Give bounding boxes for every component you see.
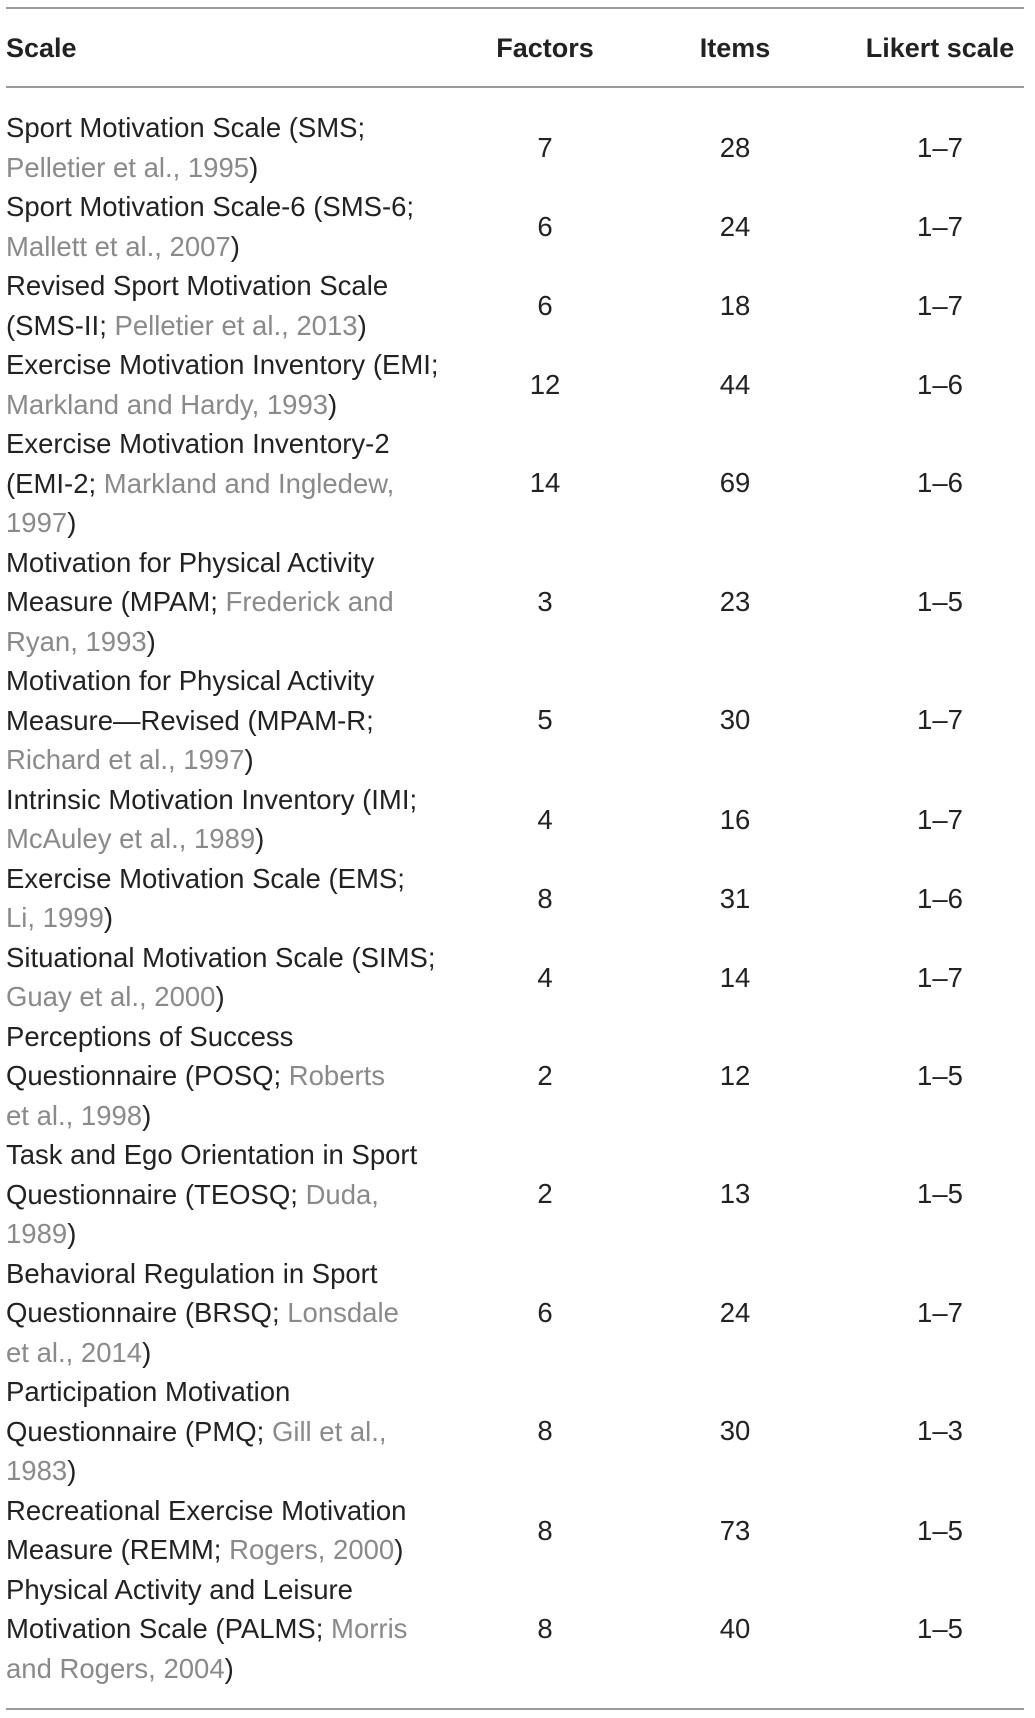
likert-value: 1–6 (917, 369, 963, 400)
factors-value: 8 (537, 882, 553, 914)
table-row (0, 661, 1035, 780)
factors-value: 14 (529, 467, 561, 498)
scale-name (6, 1372, 446, 1491)
citation-text: Lonsdale (287, 1297, 399, 1328)
scale-name-line (6, 1412, 446, 1452)
items-value: 73 (719, 1514, 751, 1546)
scale-name-line (6, 424, 446, 464)
citation-text: 1997 (6, 507, 68, 538)
table-row (0, 345, 1035, 424)
table-row (0, 266, 1035, 345)
citation-text: Pelletier et al., 2013 (114, 309, 358, 341)
scale-text: ) (67, 1455, 77, 1486)
header-items: Items (699, 33, 771, 63)
scale-text: Behavioral Regulation in Sport (6, 1257, 378, 1289)
scale-name-line (6, 1254, 446, 1294)
scale-name-line (6, 148, 446, 188)
items-value: 30 (719, 1415, 751, 1446)
scale-text: Participation Motivation (6, 1376, 291, 1407)
scale-text: Intrinsic Motivation Inventory (IMI; (6, 783, 418, 815)
scale-name-line (6, 780, 446, 820)
header-likert: Likert scale (865, 33, 1015, 63)
scale-name-line (6, 1649, 446, 1689)
table-row (0, 938, 1035, 1017)
scale-text: Exercise Motivation Inventory (EMI; (6, 349, 439, 380)
scale-name (6, 187, 446, 266)
scale-text: Exercise Motivation Scale (EMS; (6, 862, 405, 894)
likert-value: 1–7 (917, 132, 963, 163)
scale-text: Questionnaire (BRSQ; (6, 1297, 288, 1328)
scale-name-line (6, 187, 446, 227)
scale-name (6, 1491, 446, 1570)
likert-value: 1–7 (917, 704, 963, 735)
scale-name-line (6, 661, 446, 701)
likert-value: 1–5 (917, 585, 963, 617)
scale-name-line (6, 1372, 446, 1412)
likert-value: 1–3 (917, 1415, 963, 1446)
citation-text: Pelletier et al., 1995 (6, 151, 250, 183)
citation-text: 1983 (6, 1455, 68, 1486)
header-scale: Scale (6, 33, 77, 63)
scale-name-line (6, 622, 446, 662)
scale-text: (EMI-2; (6, 467, 104, 499)
scale-text: Motivation Scale (PALMS; (6, 1613, 332, 1644)
scale-text: ) (230, 230, 240, 262)
likert-value: 1–7 (917, 1296, 963, 1328)
scale-text: Sport Motivation Scale (SMS; (6, 112, 366, 143)
scale-text: ) (328, 388, 338, 420)
citation-text: Gill et al., (271, 1415, 387, 1447)
citation-text: Markland and Hardy, 1993 (6, 388, 329, 420)
scale-name (6, 938, 446, 1017)
citation-text: Li, 1999 (6, 902, 104, 933)
scale-name-line (6, 859, 446, 899)
factors-value: 5 (537, 704, 553, 735)
likert-value: 1–7 (917, 211, 963, 242)
items-value: 14 (719, 961, 751, 993)
factors-value: 2 (537, 1059, 553, 1091)
scale-text: ) (357, 309, 367, 341)
bottom-rule (6, 1708, 1024, 1710)
scale-name-line (6, 1214, 446, 1254)
scale-text: ) (67, 1218, 77, 1249)
citation-text: et al., 1998 (6, 1099, 143, 1131)
items-value: 24 (719, 1296, 751, 1328)
scale-text: ) (67, 507, 77, 538)
citation-text: Rogers, 2000 (229, 1534, 395, 1565)
factors-value: 6 (537, 211, 553, 242)
scale-text: Questionnaire (TEOSQ; (6, 1178, 306, 1210)
scale-name-line (6, 1530, 446, 1570)
scale-name (6, 661, 446, 780)
citation-text: et al., 2014 (6, 1336, 143, 1368)
scale-name (6, 1017, 446, 1136)
citation-text: and Rogers, 2004 (6, 1652, 225, 1684)
scale-name-line (6, 582, 446, 622)
items-value: 40 (719, 1612, 751, 1644)
citation-text: 1989 (6, 1218, 68, 1249)
items-value: 13 (719, 1178, 751, 1209)
table-row (0, 1372, 1035, 1491)
items-value: 69 (719, 467, 751, 498)
citation-text: Roberts (288, 1060, 386, 1091)
likert-value: 1–5 (917, 1178, 963, 1209)
scale-name-line (6, 938, 446, 978)
scale-text: ) (394, 1534, 404, 1565)
items-value: 16 (719, 803, 751, 835)
scale-name-line (6, 1333, 446, 1373)
table-row (0, 1254, 1035, 1373)
items-value: 23 (719, 585, 751, 617)
scale-name-line (6, 977, 446, 1017)
scale-text: ) (103, 902, 114, 933)
scale-text: Recreational Exercise Motivation (6, 1494, 407, 1526)
scale-text: ) (146, 625, 156, 657)
scale-name-line (6, 1293, 446, 1333)
items-value: 18 (719, 290, 751, 321)
likert-value: 1–6 (917, 882, 963, 914)
likert-value: 1–5 (917, 1612, 963, 1644)
table-row (0, 859, 1035, 938)
scale-text: Questionnaire (PMQ; (6, 1415, 272, 1447)
scale-text: ) (249, 151, 259, 183)
scale-text: ) (142, 1336, 152, 1368)
header-factors: Factors (496, 33, 594, 63)
table-row (0, 1491, 1035, 1570)
scale-text: (SMS-II; (6, 309, 115, 341)
citation-text: Richard et al., 1997 (6, 744, 245, 775)
citation-text: McAuley et al., 1989 (6, 823, 256, 854)
scale-name-line (6, 1491, 446, 1531)
likert-value: 1–5 (917, 1059, 963, 1091)
scale-text: Questionnaire (POSQ; (6, 1060, 289, 1091)
table-row (0, 1135, 1035, 1254)
table-row (0, 108, 1035, 187)
scale-name-line (6, 503, 446, 543)
scale-text: Sport Motivation Scale-6 (SMS-6; (6, 191, 415, 222)
scale-name-line (6, 1451, 446, 1491)
scale-name (6, 780, 446, 859)
likert-value: 1–5 (917, 1514, 963, 1546)
scale-text: Measure (MPAM; (6, 586, 226, 617)
items-value: 28 (719, 132, 751, 163)
factors-value: 6 (537, 1296, 553, 1328)
table-row (0, 543, 1035, 662)
likert-value: 1–7 (917, 961, 963, 993)
scale-name (6, 266, 446, 345)
scale-name-line (6, 464, 446, 504)
citation-text: Morris (331, 1613, 408, 1644)
items-value: 44 (719, 369, 751, 400)
scale-text: Revised Sport Motivation Scale (6, 270, 389, 301)
scale-name-line (6, 108, 446, 148)
factors-value: 3 (537, 585, 553, 617)
scale-name (6, 1570, 446, 1689)
items-value: 24 (719, 211, 751, 242)
table-row (0, 780, 1035, 859)
scale-text: ) (142, 1099, 152, 1131)
scale-text: Measure—Revised (MPAM-R; (6, 704, 374, 736)
scale-name-line (6, 1135, 446, 1175)
scale-name-line (6, 701, 446, 741)
factors-value: 6 (537, 290, 553, 321)
factors-value: 4 (537, 961, 553, 993)
scale-name-line (6, 1609, 446, 1649)
scale-name-line (6, 819, 446, 859)
scale-name-line (6, 1096, 446, 1136)
scale-text: Exercise Motivation Inventory-2 (6, 428, 390, 459)
citation-text: Markland and Ingledew, (103, 467, 395, 499)
citation-text: Guay et al., 2000 (6, 981, 216, 1012)
citation-text: Mallett et al., 2007 (6, 230, 231, 262)
items-value: 12 (719, 1059, 751, 1091)
scale-name-line (6, 1056, 446, 1096)
scale-name-line (6, 1175, 446, 1215)
scale-name (6, 859, 446, 938)
citation-text: Duda, (305, 1178, 379, 1210)
scale-name (6, 108, 446, 187)
scale-name (6, 345, 446, 424)
items-value: 31 (719, 882, 751, 914)
factors-value: 12 (529, 369, 561, 400)
scale-name (6, 1254, 446, 1373)
table-row (0, 1570, 1035, 1689)
factors-value: 8 (537, 1514, 553, 1546)
scale-name-line (6, 543, 446, 583)
scale-name (6, 1135, 446, 1254)
scale-name-line (6, 1017, 446, 1057)
factors-value: 2 (537, 1178, 553, 1209)
scale-text: Physical Activity and Leisure (6, 1573, 353, 1605)
scale-name-line (6, 898, 446, 938)
scale-text: Perceptions of Success (6, 1020, 294, 1052)
citation-text: Ryan, 1993 (6, 625, 147, 657)
scale-name-line (6, 1570, 446, 1610)
scale-text: Task and Ego Orientation in Sport (6, 1139, 418, 1170)
scale-name-line (6, 345, 446, 385)
scale-text: ) (224, 1652, 234, 1684)
likert-value: 1–6 (917, 467, 963, 498)
factors-value: 8 (537, 1415, 553, 1446)
items-value: 30 (719, 704, 751, 735)
table-row (0, 424, 1035, 543)
scale-name-line (6, 306, 446, 346)
scale-text: Motivation for Physical Activity (6, 665, 375, 696)
likert-value: 1–7 (917, 803, 963, 835)
table-row (0, 1017, 1035, 1136)
scale-name-line (6, 227, 446, 267)
scale-text: Situational Motivation Scale (SIMS; (6, 941, 436, 973)
scale-name (6, 424, 446, 543)
top-rule (6, 7, 1024, 9)
likert-value: 1–7 (917, 290, 963, 321)
scale-text: ) (244, 744, 254, 775)
scale-name-line (6, 266, 446, 306)
scale-text: Measure (REMM; (6, 1534, 230, 1565)
scale-name (6, 543, 446, 662)
header-rule (6, 86, 1024, 88)
scale-name-line (6, 385, 446, 425)
citation-text: Frederick and (225, 586, 394, 617)
factors-value: 8 (537, 1612, 553, 1644)
scale-text: Motivation for Physical Activity (6, 546, 375, 578)
scale-name-line (6, 740, 446, 780)
factors-value: 4 (537, 803, 553, 835)
scale-text: ) (255, 823, 265, 854)
scale-text: ) (215, 981, 225, 1012)
factors-value: 7 (537, 132, 553, 163)
table-row (0, 187, 1035, 266)
